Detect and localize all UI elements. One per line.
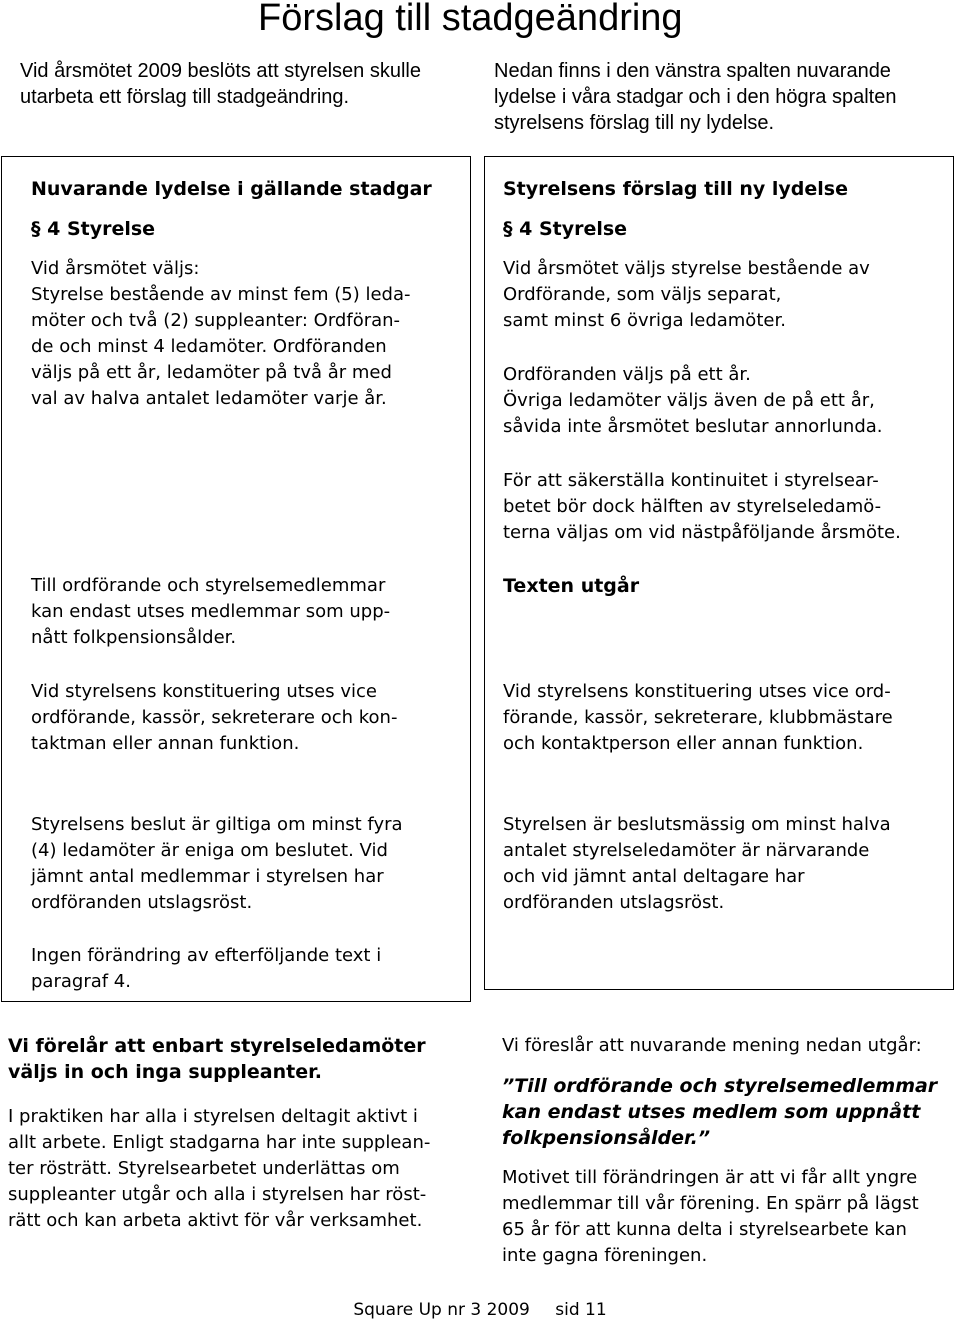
text-line: Motivet till förändringen är att vi får allt yngre bbox=[502, 1167, 918, 1188]
text-line: antalet styrelseledamöter är närvarande bbox=[503, 840, 870, 861]
proposal-paragraph-constitution bbox=[503, 679, 893, 757]
text-line: val av halva antalet ledamöter varje år. bbox=[31, 388, 387, 409]
text-line: paragraf 4. bbox=[31, 971, 131, 992]
text-line: inte gagna föreningen. bbox=[502, 1245, 708, 1266]
text-line: ordföranden utslagsröst. bbox=[503, 892, 725, 913]
current-heading: Nuvarande lydelse i gällande stadgar bbox=[31, 178, 432, 200]
current-paragraph-quorum bbox=[31, 812, 403, 916]
page-footer bbox=[0, 1298, 960, 1322]
proposal-paragraph-quorum bbox=[503, 812, 891, 916]
text-line: terna väljas om vid nästpåföljande årsmöte. bbox=[503, 522, 901, 543]
text-line: väljs på ett år, ledamöter på två år med bbox=[31, 362, 392, 383]
text-line: För att säkerställa kontinuitet i styrelsear- bbox=[503, 470, 879, 491]
text-line: jämnt antal medlemmar i styrelsen har bbox=[31, 866, 384, 887]
text-line: och vid jämnt antal deltagare har bbox=[503, 866, 805, 887]
text-line: nått folkpensionsålder. bbox=[31, 627, 237, 648]
text-line: såvida inte årsmötet beslutar annorlunda. bbox=[503, 416, 883, 437]
text-line: kan endast utses medlem som uppnått bbox=[502, 1101, 921, 1123]
text-line: väljs in och inga suppleanter. bbox=[8, 1061, 322, 1083]
text-line: ordföranden utslagsröst. bbox=[31, 892, 253, 913]
intro-left-line: utarbeta ett förslag till stadgeändring. bbox=[20, 86, 350, 108]
text-line: förande, kassör, sekreterare, klubbmästare bbox=[503, 707, 893, 728]
text-line: Vid årsmötet väljs: bbox=[31, 258, 200, 279]
text-line: (4) ledamöter är eniga om beslutet. Vid bbox=[31, 840, 388, 861]
text-line: Vid årsmötet väljs styrelse bestående av bbox=[503, 258, 870, 279]
text-line: betet bör dock hälften av styrelseledamö- bbox=[503, 496, 882, 517]
motivation-paragraph bbox=[8, 1104, 460, 1234]
text-line: Styrelsen är beslutsmässig om minst halva bbox=[503, 814, 891, 835]
current-paragraph-no-change bbox=[31, 943, 381, 995]
text-line: ”Till ordförande och styrelsemedlemmar bbox=[502, 1075, 938, 1097]
publication-name: Square Up nr 3 2009 bbox=[353, 1300, 530, 1320]
intro-right-line: lydelse i våra stadgar och i den högra spalten bbox=[494, 86, 897, 108]
text-line: och kontaktperson eller annan funktion. bbox=[503, 733, 864, 754]
proposal-paragraph-election bbox=[503, 256, 870, 334]
text-line: ter rösträtt. Styrelsearbetet underlättas om bbox=[8, 1158, 400, 1179]
proposal-paragraph-continuity bbox=[503, 468, 901, 546]
bottom-right-section bbox=[502, 1033, 954, 1269]
text-line: Styrelsens beslut är giltiga om minst fyra bbox=[31, 814, 403, 835]
proposal-heading: Styrelsens förslag till ny lydelse bbox=[503, 178, 848, 200]
current-paragraph-election bbox=[31, 256, 410, 412]
page-title: Förslag till stadgeändring bbox=[258, 0, 683, 39]
intro-right bbox=[494, 58, 896, 136]
current-section-heading: § 4 Styrelse bbox=[31, 218, 156, 240]
intro-right-line: Nedan finns i den vänstra spalten nuvarande bbox=[494, 60, 891, 82]
intro-left-line: Vid årsmötet 2009 beslöts att styrelsen skulle bbox=[20, 60, 421, 82]
intro-left bbox=[20, 58, 421, 110]
text-line: Vid styrelsens konstituering utses vice ord- bbox=[503, 681, 891, 702]
text-line: I praktiken har alla i styrelsen deltagit aktivt i bbox=[8, 1106, 418, 1127]
text-line: suppleanter utgår och alla i styrelsen har röst- bbox=[8, 1184, 427, 1205]
text-line: möter och två (2) suppleanter: Ordföran- bbox=[31, 310, 401, 331]
proposal-text-removed: Texten utgår bbox=[503, 575, 640, 597]
text-line: Till ordförande och styrelsemedlemmar bbox=[31, 575, 386, 596]
text-line: Styrelse bestående av minst fem (5) leda- bbox=[31, 284, 411, 305]
intro-right-line: styrelsens förslag till ny lydelse. bbox=[494, 112, 775, 134]
text-line: Övriga ledamöter väljs även de på ett år, bbox=[503, 390, 875, 411]
age-motivation-paragraph bbox=[502, 1165, 954, 1269]
text-line: rätt och kan arbeta aktivt för vår verksamhet. bbox=[8, 1210, 423, 1231]
proposal-section-heading: § 4 Styrelse bbox=[503, 218, 628, 240]
text-line: folkpensionsålder.” bbox=[502, 1127, 711, 1149]
text-line: Vi förelår att enbart styrelseledamöter bbox=[8, 1035, 426, 1057]
text-line: medlemmar till vår förening. En spärr på lägst bbox=[502, 1193, 919, 1214]
text-line: 65 år för att kunna delta i styrelsearbete kan bbox=[502, 1219, 907, 1240]
removal-intro: Vi föreslår att nuvarande mening nedan utgår: bbox=[502, 1035, 922, 1056]
proposal-paragraph-terms bbox=[503, 362, 883, 440]
text-line: Ingen förändring av efterföljande text i bbox=[31, 945, 382, 966]
text-line: samt minst 6 övriga ledamöter. bbox=[503, 310, 786, 331]
text-line: Ordförande, som väljs separat, bbox=[503, 284, 782, 305]
removed-sentence-quote bbox=[502, 1073, 954, 1151]
current-paragraph-eligibility bbox=[31, 573, 390, 651]
text-line: allt arbete. Enligt stadgarna har inte supplean- bbox=[8, 1132, 431, 1153]
current-paragraph-constitution bbox=[31, 679, 397, 757]
text-line: kan endast utses medlemmar som upp- bbox=[31, 601, 391, 622]
text-line: Vid styrelsens konstituering utses vice bbox=[31, 681, 377, 702]
page-number: sid 11 bbox=[555, 1300, 607, 1320]
text-line: Ordföranden väljs på ett år. bbox=[503, 364, 751, 385]
text-line: taktman eller annan funktion. bbox=[31, 733, 300, 754]
text-line: ordförande, kassör, sekreterare och kon- bbox=[31, 707, 398, 728]
bottom-left-section bbox=[8, 1033, 460, 1234]
text-line: de och minst 4 ledamöter. Ordföranden bbox=[31, 336, 387, 357]
proposal-statement bbox=[8, 1033, 460, 1085]
